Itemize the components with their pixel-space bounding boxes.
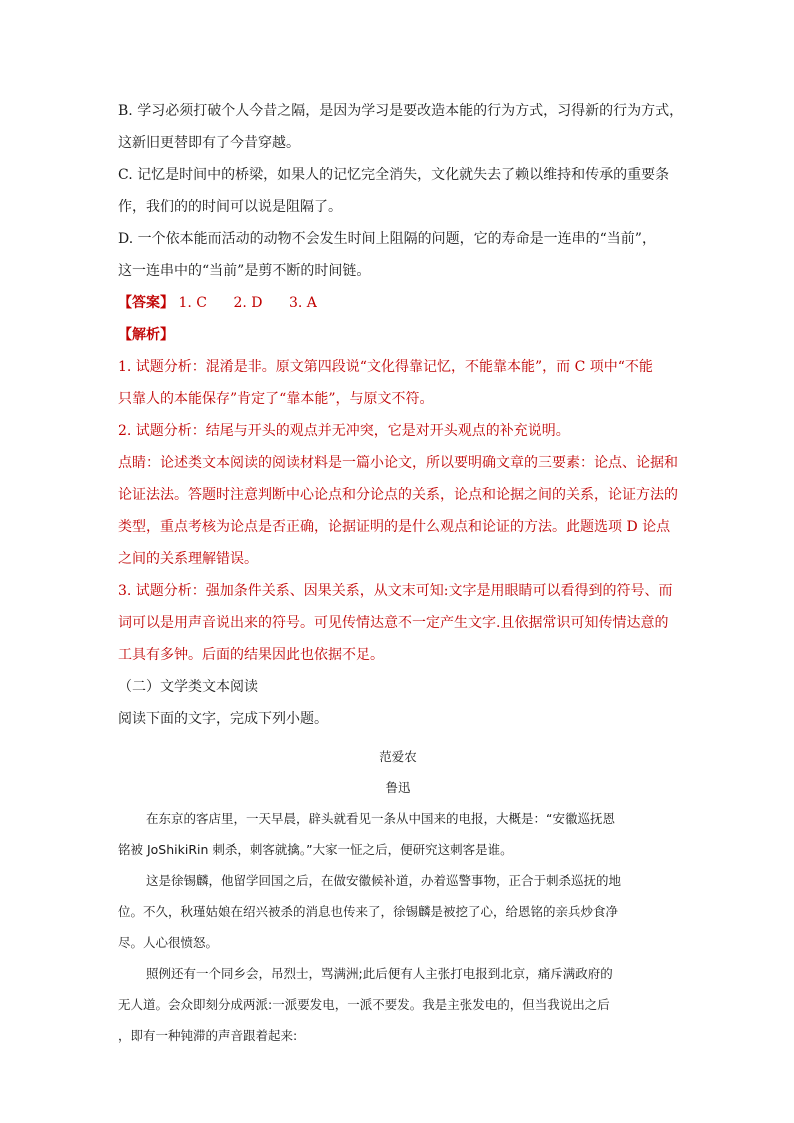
option-b-line-1: B. 学习必须打破个人今昔之隔，是因为学习是要改造本能的行为方式，习得新的行为方式，	[118, 103, 684, 119]
option-c-line-2: 作，我们的的时间可以说是阻隔了。	[118, 199, 342, 215]
section-instruction: 阅读下面的文字，完成下列小题。	[118, 711, 328, 727]
story-para-3-line-1: 照例还有一个同乡会，吊烈士，骂满洲;此后便有人主张打电报到北京，痛斥满政府的	[146, 966, 613, 981]
story-para-3-line-2: 无人道。会众即刻分成两派:一派要发电，一派不要发。我是主张发电的，但当我说出之后	[118, 997, 610, 1012]
story-para-3-line-3: ，即有一种钝滞的声音跟着起来:	[118, 1028, 298, 1043]
answer-3: 3. A	[288, 295, 317, 311]
answer-line	[118, 287, 678, 319]
analysis-1-line-1: 1. 试题分析：混淆是非。原文第四段说“文化得靠记忆，不能靠本能”，而 C 项中“不能	[118, 359, 653, 375]
answer-2: 2. D	[233, 295, 263, 311]
analysis-label: 【解析】	[118, 327, 174, 343]
story-para-2-line-3: 尽。人心很愤怒。	[118, 935, 219, 950]
answer-1: 1. C	[178, 295, 207, 311]
option-c-line-1: C. 记忆是时间中的桥梁，如果人的记忆完全消失，文化就失去了赖以维持和传承的重要条	[118, 167, 670, 183]
analysis-2-line-1: 2. 试题分析：结尾与开头的观点并无冲突，它是对开头观点的补充说明。	[118, 423, 570, 439]
story-para-1-line-1: 在东京的客店里，一天早晨，辟头就看见一条从中国来的电报，大概是：“安徽巡抚恩	[146, 811, 615, 826]
option-b-line-2: 这新旧更替即有了今昔穿越。	[118, 135, 300, 151]
analysis-3-line-3: 工具有多钟。后面的结果因此也依据不足。	[118, 647, 384, 663]
story-author: 鲁迅	[385, 780, 411, 795]
story-title: 范爱农	[379, 749, 417, 764]
story-para-1-line-2: 铭被 JoShikiRin 刺杀，刺客就擒。”大家一怔之后，便研究这刺客是谁。	[118, 842, 513, 857]
dianjing-line-2: 论证法法。答题时注意判断中心论点和分论点的关系，论点和论据之间的关系，论证方法的	[118, 487, 678, 503]
option-d-line-1: D. 一个依本能而活动的动物不会发生时间上阻隔的问题，它的寿命是一连串的“当前”，	[118, 231, 656, 247]
dianjing-line-3: 类型，重点考核为论点是否正确，论据证明的是什么观点和论证的方法。此题选项 D 论点	[118, 519, 671, 535]
analysis-3-line-1: 3. 试题分析：强加条件关系、因果关系，从文末可知:文字是用眼睛可以看得到的符号、而	[118, 583, 673, 599]
analysis-1-line-2: 只靠人的本能保存”肯定了“靠本能”，与原文不符。	[118, 391, 434, 407]
story-passage	[118, 741, 678, 1051]
story-para-2-line-2: 位。不久，秋瑾姑娘在绍兴被杀的消息也传来了，徐锡麟是被挖了心，给恩铭的亲兵炒食净	[118, 904, 619, 919]
analysis-3-line-2: 词可以是用声音说出来的符号。可见传情达意不一定产生文字.且依据常识可知传情达意的	[118, 615, 669, 631]
dianjing-line-4: 之间的关系理解错误。	[118, 551, 258, 567]
answer-label: 【答案】	[118, 295, 174, 311]
option-d-line-2: 这一连串中的“当前”是剪不断的时间链。	[118, 263, 371, 279]
document-page	[118, 95, 684, 1051]
story-para-2-line-1: 这是徐锡麟，他留学回国之后，在做安徽候补道，办着巡警事物，正合于刺杀巡抚的地	[146, 873, 622, 888]
section-heading: （二）文学类文本阅读	[118, 679, 258, 695]
dianjing-line-1: 点睛：论述类文本阅读的阅读材料是一篇小论文，所以要明确文章的三要素：论点、论据和	[118, 455, 678, 471]
